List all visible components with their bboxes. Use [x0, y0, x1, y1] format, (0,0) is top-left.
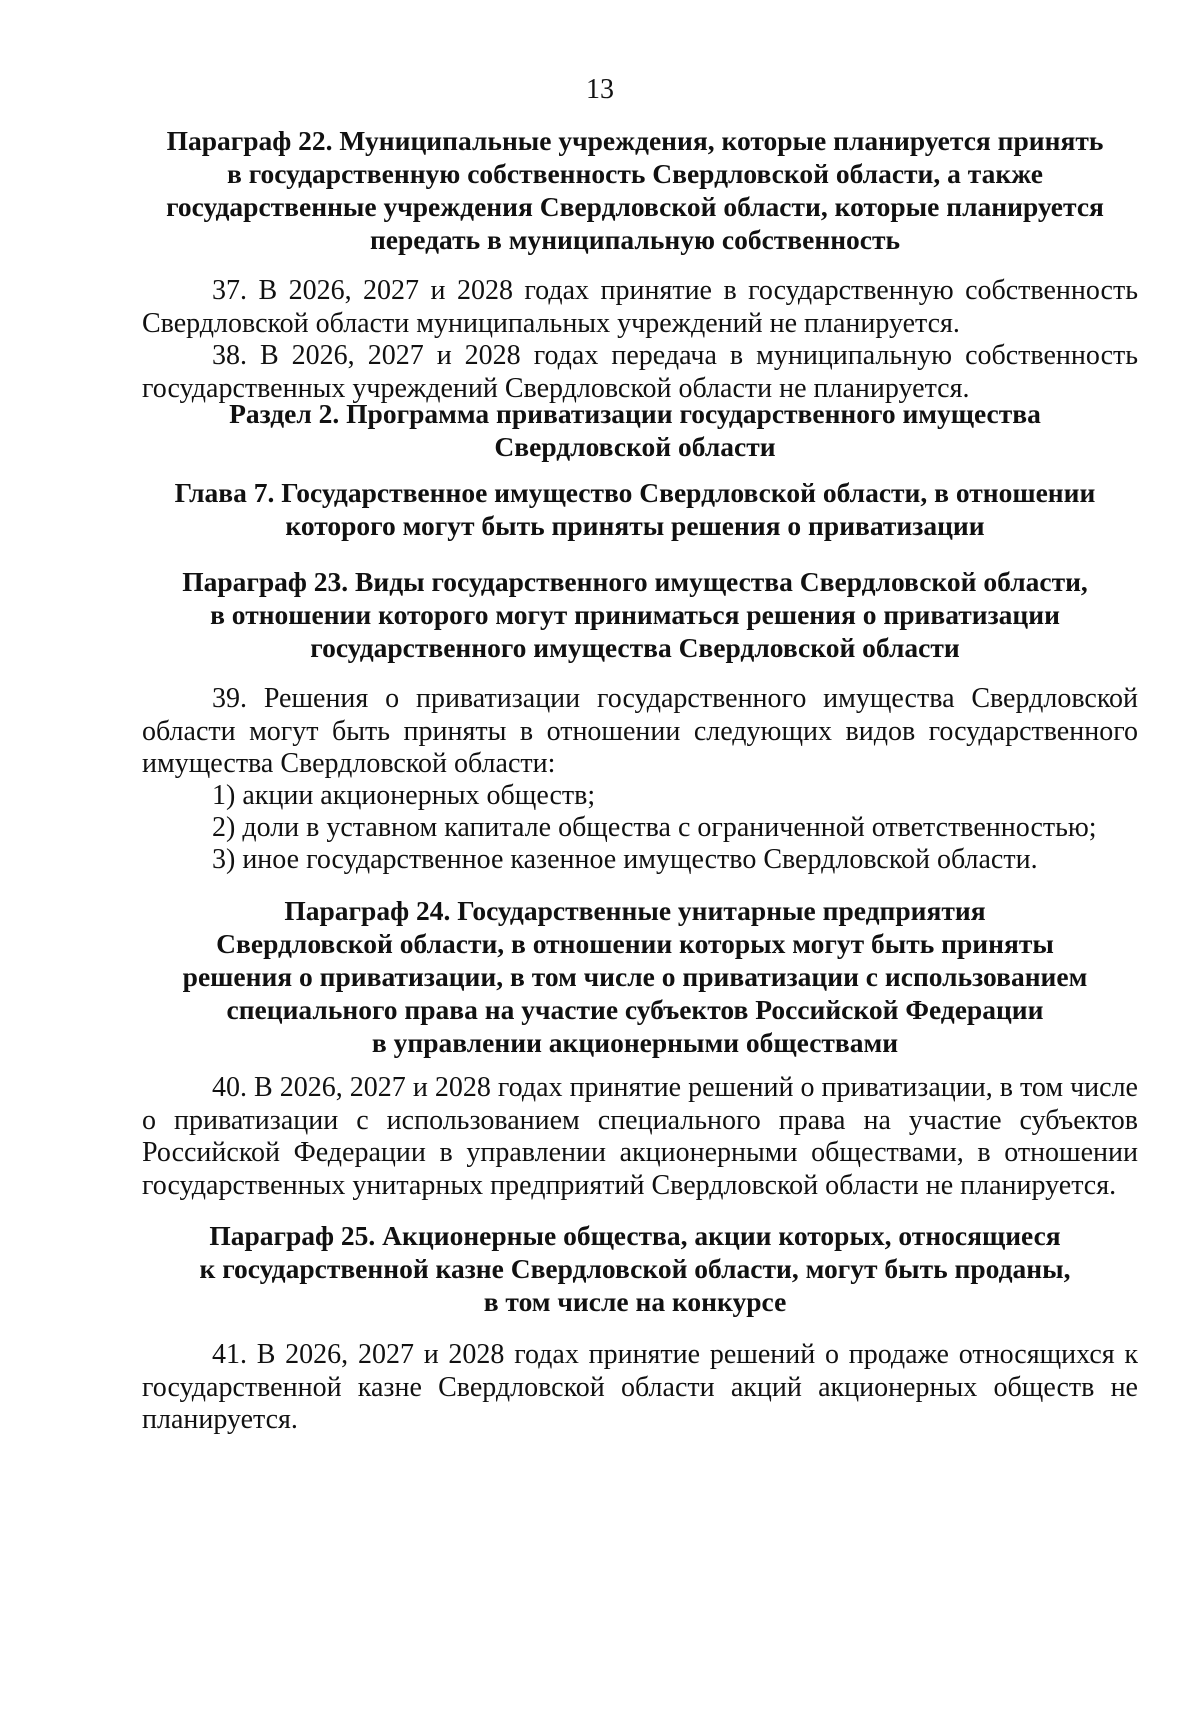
- heading-line: Параграф 25. Акционерные общества, акции которых, относящиеся: [209, 1220, 1061, 1251]
- heading-line: Свердловской области: [494, 431, 776, 462]
- heading-line: специального права на участие субъектов Российской Федерации: [226, 994, 1044, 1025]
- paragraph-23-heading: [140, 565, 1130, 664]
- paragraph-25-heading: [140, 1219, 1130, 1318]
- heading-line: передать в муниципальную собственность: [369, 224, 901, 255]
- page-number: 13: [586, 74, 614, 105]
- heading-line: которого могут быть приняты решения о приватизации: [285, 510, 985, 541]
- heading-line: в управлении акционерными обществами: [371, 1027, 899, 1058]
- heading-line: Параграф 23. Виды государственного имущества Свердловской области,: [182, 566, 1088, 597]
- heading-line: Параграф 24. Государственные унитарные предприятия: [284, 895, 986, 926]
- heading-line: Параграф 22. Муниципальные учреждения, которые планируется принять: [166, 125, 1104, 156]
- heading-line: Свердловской области, в отношении которых могут быть приняты: [216, 928, 1054, 959]
- section-2-heading: [140, 397, 1130, 463]
- item-38: 38. В 2026, 2027 и 2028 годах передача в муниципальную собственность государственных учреждений Свердловской области не планируется.: [142, 340, 1138, 404]
- heading-line: Глава 7. Государственное имущество Свердловской области, в отношении: [174, 477, 1096, 508]
- chapter-7-heading: [140, 476, 1130, 542]
- list-item: 3) иное государственное казенное имущество Свердловской области.: [212, 844, 1038, 875]
- item-37: 37. В 2026, 2027 и 2028 годах принятие в государственную собственность Свердловской области муниципальных учреждений не планируется.: [142, 275, 1138, 339]
- item-40: 40. В 2026, 2027 и 2028 годах принятие решений о приватизации, в том числе о приватизации с использованием специального права на участие субъектов Российской Федерации в управлении акционерными обществами, в отношении государственных унитарных предприятий Свердловской области не планируется.: [142, 1072, 1138, 1201]
- heading-line: в том числе на конкурсе: [483, 1286, 787, 1317]
- heading-line: в государственную собственность Свердловской области, а также: [227, 158, 1043, 189]
- paragraph-22-heading: [140, 124, 1130, 256]
- heading-line: решения о приватизации, в том числе о приватизации с использованием: [182, 961, 1088, 992]
- heading-line: Раздел 2. Программа приватизации государственного имущества: [229, 398, 1041, 429]
- paragraph-24-heading: [140, 894, 1130, 1059]
- heading-line: государственные учреждения Свердловской области, которые планируется: [166, 191, 1104, 222]
- heading-line: к государственной казне Свердловской области, могут быть проданы,: [199, 1253, 1071, 1284]
- heading-line: в отношении которого могут приниматься решения о приватизации: [210, 599, 1060, 630]
- item-39: 39. Решения о приватизации государственного имущества Свердловской области могут быть приняты в отношении следующих видов государственного имущества Свердловской области:: [142, 683, 1138, 779]
- heading-line: государственного имущества Свердловской области: [310, 632, 960, 663]
- list-item: 1) акции акционерных обществ;: [212, 780, 596, 811]
- item-41: 41. В 2026, 2027 и 2028 годах принятие решений о продаже относящихся к государственной казне Свердловской области акций акционерных обществ не планируется.: [142, 1339, 1138, 1435]
- list-item: 2) доли в уставном капитале общества с ограниченной ответственностью;: [212, 812, 1097, 843]
